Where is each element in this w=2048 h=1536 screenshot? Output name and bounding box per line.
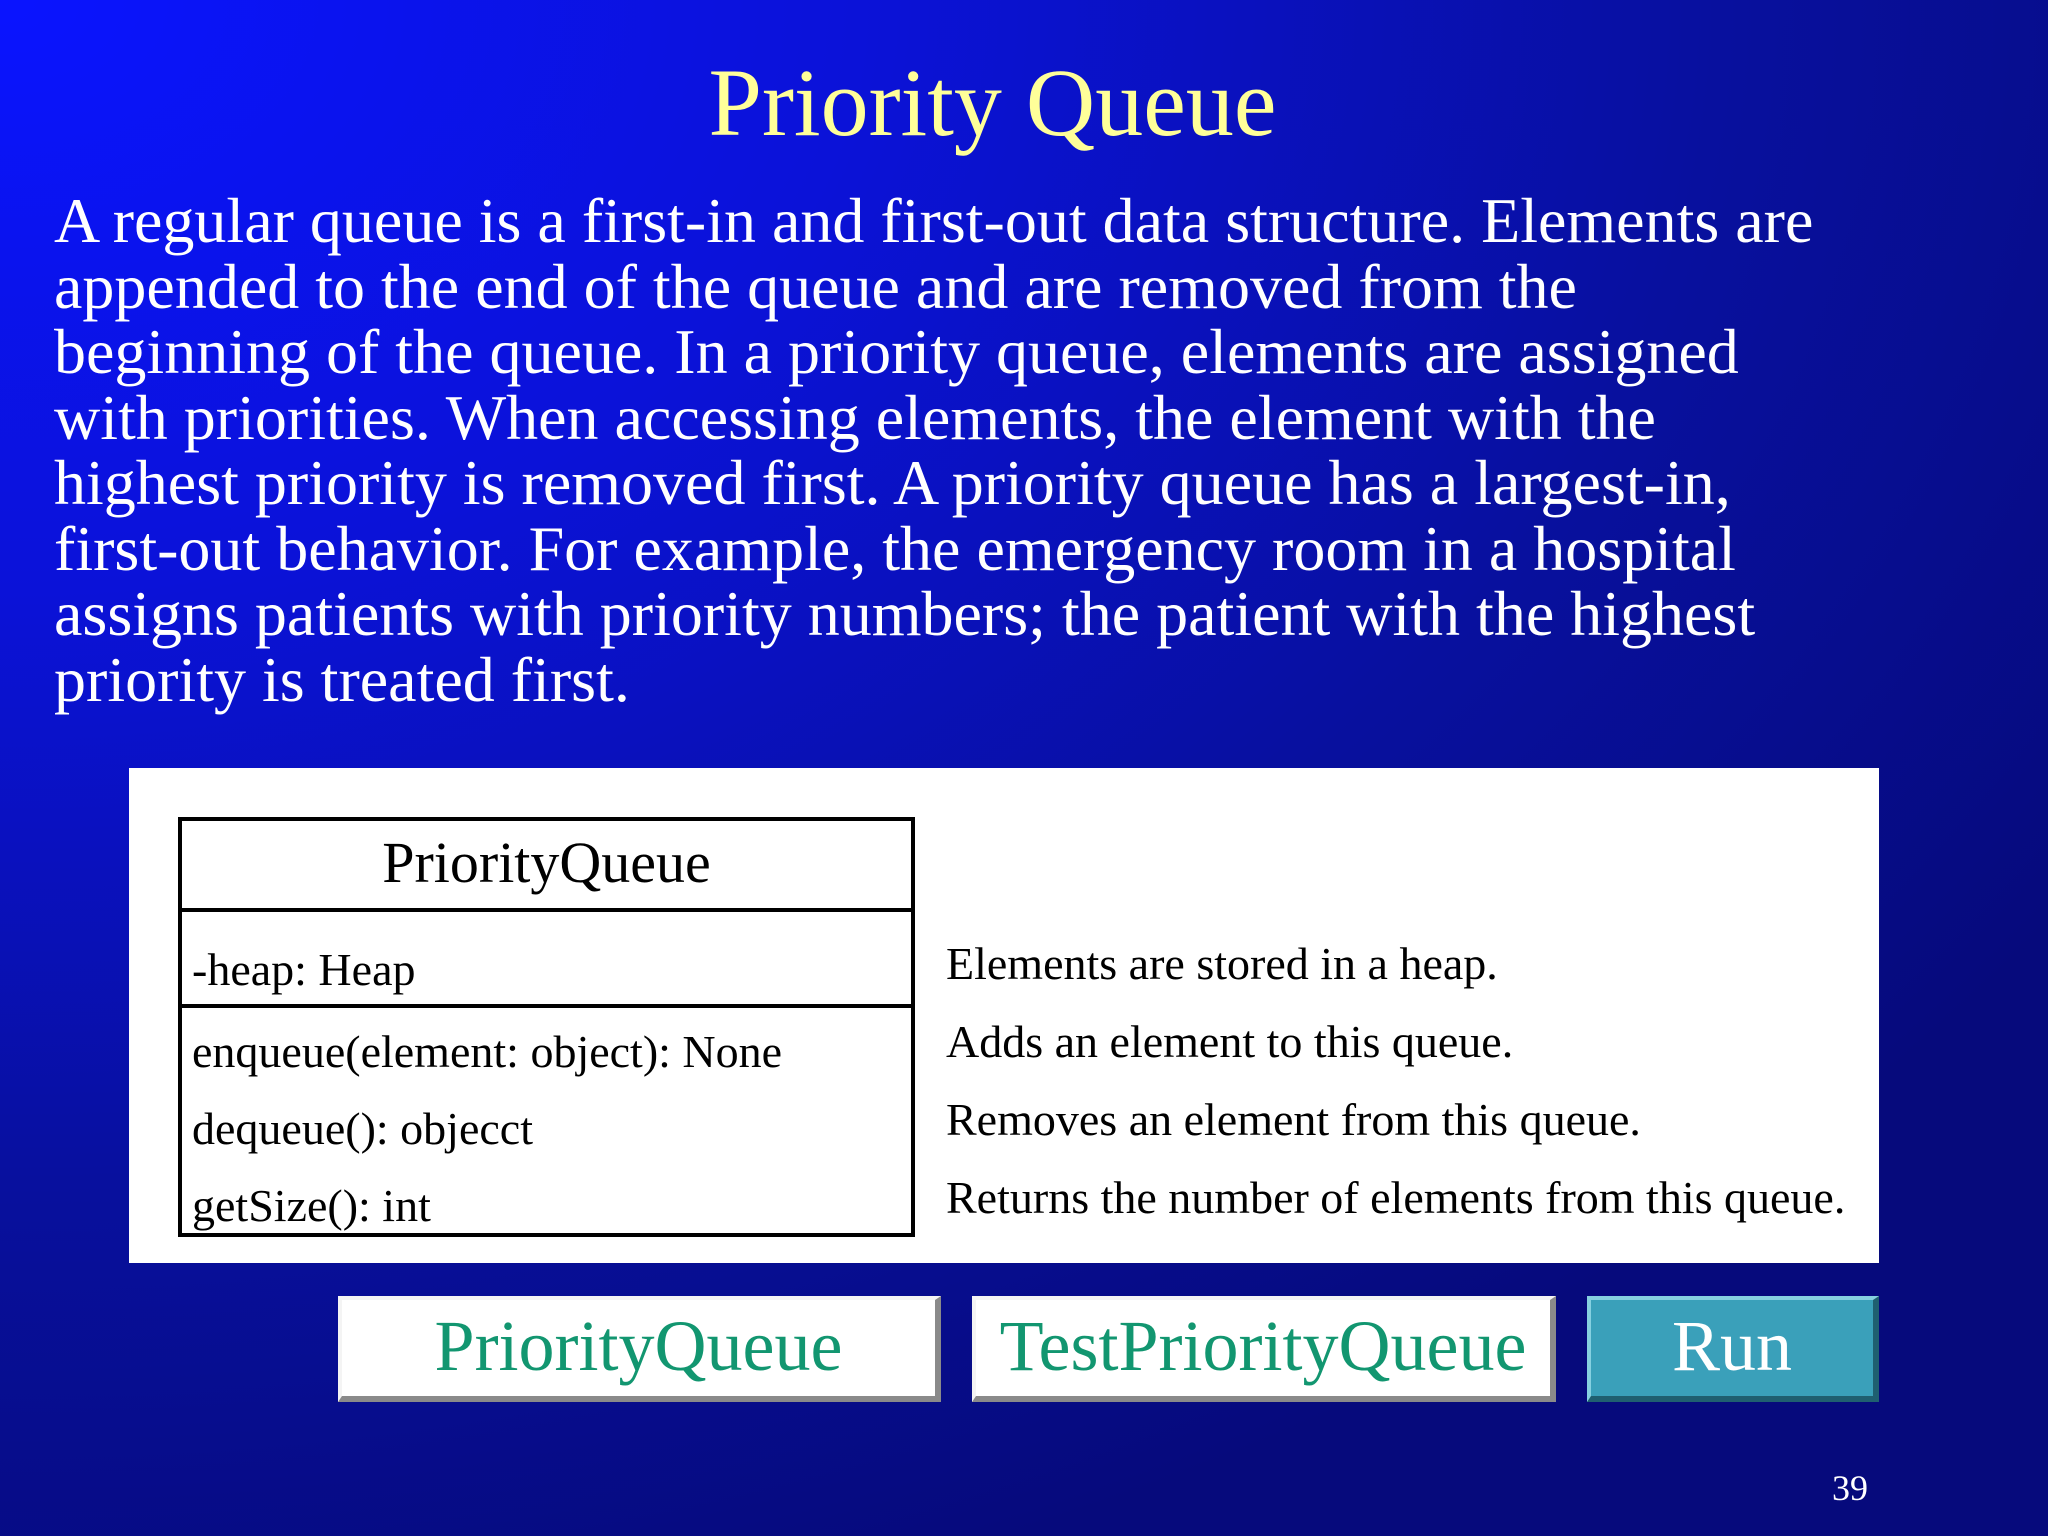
paragraph-line: beginning of the queue. In a priority queue, elements are assigned [54, 316, 1739, 387]
uml-note: Elements are stored in a heap. [946, 938, 1498, 989]
slide-title: Priority Queue [708, 49, 1277, 156]
uml-class-box [178, 817, 915, 1237]
paragraph-line: with priorities. When accessing elements, the element with the [54, 381, 1656, 453]
paragraph-line: priority is treated first. [54, 643, 630, 715]
uml-diagram-panel [129, 768, 1879, 1263]
uml-class-name: PriorityQueue [182, 821, 911, 912]
run-button[interactable]: Run [1587, 1296, 1879, 1402]
description-paragraph [54, 185, 2014, 715]
paragraph-line: highest priority is removed first. A priority queue has a largest-in, [54, 447, 1731, 518]
uml-method: dequeue(): objecct [192, 1103, 533, 1154]
uml-notes [946, 936, 1845, 1248]
uml-methods-section [182, 1008, 911, 1251]
priority-queue-button[interactable]: PriorityQueue [338, 1296, 941, 1402]
paragraph-line: A regular queue is a first-in and first-out data structure. Elements are [54, 185, 1814, 256]
paragraph-line: appended to the end of the queue and are removed from the [54, 250, 1577, 322]
paragraph-line: first-out behavior. For example, the emergency room in a hospital [54, 512, 1736, 584]
uml-fields-section [182, 912, 911, 1008]
uml-note: Returns the number of elements from this queue. [946, 1172, 1846, 1223]
uml-field: -heap: Heap [192, 944, 416, 995]
uml-method: getSize(): int [192, 1180, 431, 1231]
uml-note: Removes an element from this queue. [946, 1094, 1641, 1145]
page-number: 39 [1832, 1468, 1868, 1508]
test-priority-queue-button[interactable]: TestPriorityQueue [972, 1296, 1556, 1402]
paragraph-line: assigns patients with priority numbers; the patient with the highest [54, 578, 1756, 649]
uml-note: Adds an element to this queue. [946, 1016, 1514, 1067]
uml-method: enqueue(element: object): None [192, 1026, 783, 1077]
